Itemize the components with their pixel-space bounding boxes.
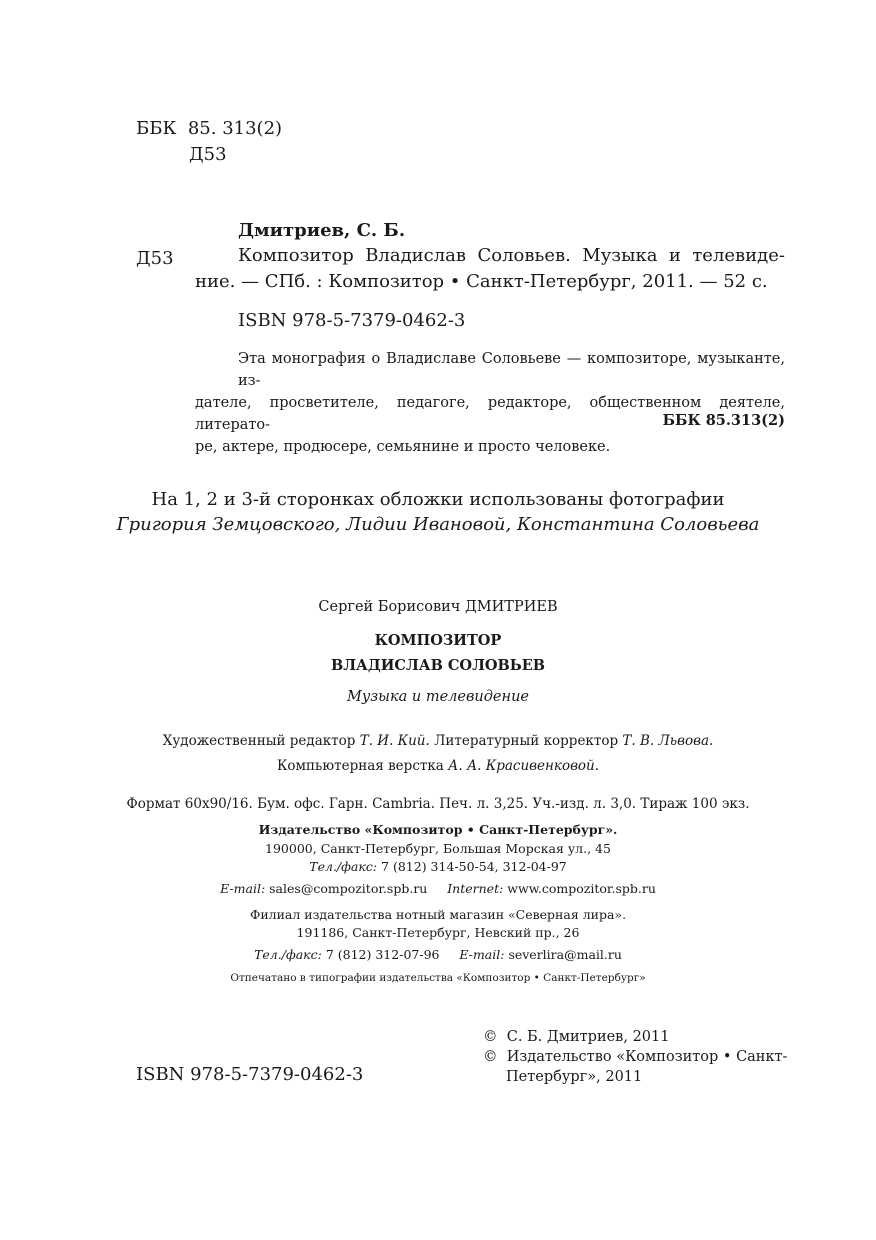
imprint-phone: [0, 857, 876, 876]
catalog-isbn: ISBN 978-5-7379-0462-3: [238, 310, 466, 331]
catalog-title: [195, 243, 785, 295]
catalog-title-line1: Композитор Владислав Соловьев. Музыка и телевиде-: [238, 245, 785, 266]
email-value: sales@compozitor.spb.ru: [269, 881, 428, 896]
copyright-publisher-line1: Издательство «Композитор • Санкт-: [506, 1049, 788, 1065]
bbk-code: 85. 313(2): [187, 118, 283, 139]
internet-value: www.compozitor.spb.ru: [507, 881, 656, 896]
internet-label: Internet:: [447, 881, 504, 896]
imprint-title-line2: ВЛАДИСЛАВ СОЛОВЬЕВ: [330, 657, 546, 674]
corrector-label: Литературный корректор: [434, 733, 619, 749]
imprint-title-line1: КОМПОЗИТОР: [374, 632, 502, 649]
photo-credit-line2: Григория Земцовского, Лидии Ивановой, Константина Соловьева: [116, 514, 760, 535]
branch-email-value: severlira@mail.ru: [508, 947, 622, 962]
imprint-format: Формат 60х90/16. Бум. офс. Гарн. Cambria. Печ. л. 3,25. Уч.-изд. л. 3,0. Тираж 100 экз.: [126, 796, 750, 812]
annotation-line2: дателе, просветителе, педагоге, редакторе, общественном деятеле, литерато-: [195, 395, 785, 433]
email-label: E-mail:: [220, 881, 266, 896]
imprint-layout: [0, 756, 876, 776]
imprint-branch-address: 191186, Санкт-Петербург, Невский пр., 26: [296, 925, 580, 940]
imprint-contacts: [0, 879, 876, 898]
imprint-printed: Отпечатано в типографии издательства «Композитор • Санкт-Петербург»: [230, 972, 646, 984]
imprint-editors: [0, 731, 876, 751]
layout-label: Компьютерная верстка: [276, 758, 444, 774]
photo-credit-line1: На 1, 2 и 3-й сторонках обложки использованы фотографии: [151, 489, 725, 510]
phone-label: Тел./факс:: [309, 859, 378, 874]
author-mark-top: Д53: [189, 144, 227, 165]
bbk-classification: [136, 116, 282, 142]
annotation-line3: ре, актере, продюсере, семьянине и просто человеке.: [195, 439, 611, 455]
corrector-name: Т. В. Львова.: [622, 733, 714, 749]
imprint-branch: Филиал издательства нотный магазин «Северная лира».: [249, 907, 627, 922]
layout-name: А. А. Красивенковой.: [448, 758, 600, 774]
copyright-publisher-line2: Петербург», 2011: [506, 1069, 643, 1085]
copyright-publisher: [483, 1046, 787, 1068]
imprint-publisher-address: 190000, Санкт-Петербург, Большая Морская ул., 45: [265, 841, 611, 856]
catalog-author: Дмитриев, С. Б.: [238, 220, 406, 241]
catalog-annotation: [195, 348, 785, 458]
art-editor-label: Художественный редактор: [162, 733, 356, 749]
imprint-author: Сергей Борисович ДМИТРИЕВ: [318, 599, 558, 615]
copyright-author: [483, 1026, 669, 1048]
branch-phone-value: 7 (812) 312-07-96: [325, 947, 440, 962]
catalog-author-mark: Д53: [136, 248, 174, 269]
imprint-publisher: Издательство «Композитор • Санкт-Петербург».: [258, 822, 618, 837]
art-editor-name: Т. И. Кий.: [359, 733, 430, 749]
copyright-symbol: ©: [483, 1029, 498, 1045]
annotation-line1: Эта монография о Владиславе Соловьеве — композиторе, музыканте, из-: [238, 351, 785, 389]
bbk-label: ББК: [136, 118, 177, 139]
phone-value: 7 (812) 314-50-54, 312-04-97: [381, 859, 567, 874]
imprint-subtitle: Музыка и телевидение: [346, 689, 529, 705]
catalog-bbk-right: ББК 85.313(2): [662, 412, 785, 429]
imprint-branch-contacts: [0, 945, 876, 964]
branch-email-label: E-mail:: [459, 947, 505, 962]
copyright-author-text: С. Б. Дмитриев, 2011: [506, 1029, 670, 1045]
catalog-title-line2: ние. — СПб. : Композитор • Санкт-Петербург, 2011. — 52 с.: [195, 271, 768, 292]
branch-phone-label: Тел./факс:: [254, 947, 322, 962]
copyright-symbol: ©: [483, 1049, 498, 1065]
footer-isbn: ISBN 978-5-7379-0462-3: [136, 1064, 364, 1085]
